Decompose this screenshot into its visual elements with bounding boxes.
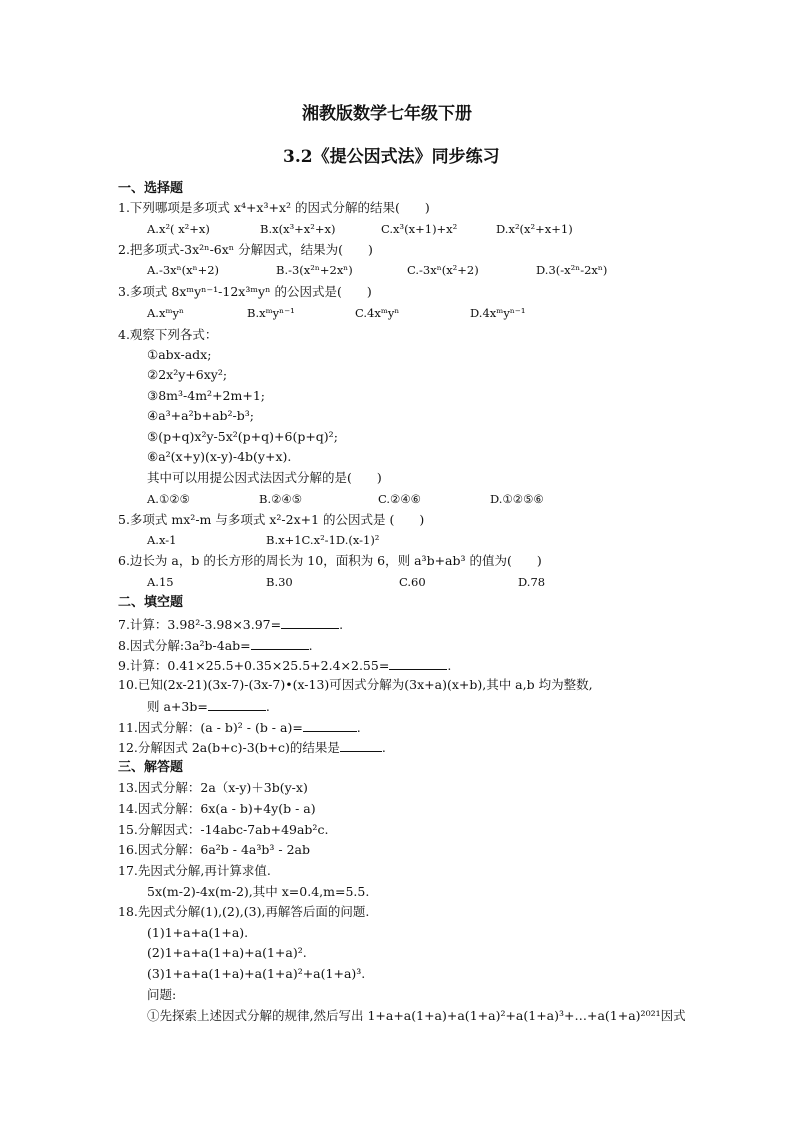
q1-option-a: A.x²( x²+x) xyxy=(147,222,210,236)
q5-option-bcd: B.x+1C.x²-1D.(x-1)² xyxy=(266,533,380,547)
question-4-stem: 4.观察下列各式： xyxy=(118,327,218,342)
q2-option-a: A.-3xⁿ(xⁿ+2) xyxy=(147,263,220,277)
question-1-stem: 1.下列哪项是多项式 x⁴+x³+x² 的因式分解的结果( ) xyxy=(118,200,430,215)
q1-option-c: C.x³(x+1)+x² xyxy=(381,222,458,236)
q3-option-c: C.4xᵐyⁿ xyxy=(355,306,400,320)
q6-option-a: A.15 xyxy=(147,575,174,589)
answer-blank xyxy=(208,699,266,711)
q4-item-5: ⑤(p+q)x²y-5x²(p+q)+6(p+q)²; xyxy=(147,429,338,444)
q3-option-d: D.4xᵐyⁿ⁻¹ xyxy=(470,306,526,320)
question-10-line-2 xyxy=(147,699,270,714)
question-10-text: 则 a+3b= xyxy=(147,699,208,714)
answer-blank xyxy=(303,720,357,732)
q4-item-3: ③8m³-4m²+2m+1; xyxy=(147,388,265,403)
q4-option-b: B.②④⑤ xyxy=(259,492,303,506)
period: . xyxy=(265,699,270,714)
question-12 xyxy=(118,740,386,755)
period: . xyxy=(339,617,344,632)
q2-option-d: D.3(-x²ⁿ-2xⁿ) xyxy=(536,263,608,277)
q1-option-d: D.x²(x²+x+1) xyxy=(496,222,573,236)
q6-option-c: C.60 xyxy=(399,575,426,589)
question-14: 14.因式分解：6x(a - b)+4y(b - a) xyxy=(118,801,316,816)
period: . xyxy=(308,638,313,653)
section-heading-choice: 一、选择题 xyxy=(118,181,184,196)
q1-option-b: B.x(x³+x²+x) xyxy=(260,222,336,236)
question-17-expression: 5x(m-2)-4x(m-2),其中 x=0.4,m=5.5. xyxy=(147,884,370,899)
q4-item-6: ⑥a²(x+y)(x-y)-4b(y+x). xyxy=(147,449,292,464)
question-10-line-1: 10.已知(2x-21)(3x-7)-(3x-7)•(x-13)可因式分解为(3x+a)(x+b),其中 a,b 均为整数, xyxy=(118,677,593,692)
answer-blank xyxy=(389,658,447,670)
question-18-problem-label: 问题: xyxy=(147,987,177,1002)
question-5-stem: 5.多项式 mx²-m 与多项式 x²-2x+1 的公因式是 ( ) xyxy=(118,512,425,527)
question-18-part-2: (2)1+a+a(1+a)+a(1+a)². xyxy=(147,945,307,960)
answer-blank xyxy=(340,740,382,752)
section-heading-solve: 三、解答题 xyxy=(118,760,184,775)
q4-option-c: C.②④⑥ xyxy=(378,492,421,506)
q3-option-b: B.xᵐyⁿ⁻¹ xyxy=(247,306,295,320)
q4-item-2: ②2x²y+6xy²; xyxy=(147,367,228,382)
question-17: 17.先因式分解,再计算求值. xyxy=(118,863,271,878)
answer-blank xyxy=(281,617,339,629)
q4-option-a: A.①②⑤ xyxy=(147,492,190,506)
question-11-text: 11.因式分解：(a - b)² - (b - a)= xyxy=(118,720,303,735)
question-6-stem: 6.边长为 a，b 的长方形的周长为 10，面积为 6，则 a³b+ab³ 的值为( ) xyxy=(118,553,542,568)
period: . xyxy=(356,720,361,735)
question-7 xyxy=(118,617,343,632)
question-3-stem: 3.多项式 8xᵐyⁿ⁻¹-12x³ᵐyⁿ 的公因式是( ) xyxy=(118,284,372,299)
q2-option-c: C.-3xⁿ(x²+2) xyxy=(407,263,479,277)
question-9 xyxy=(118,658,451,673)
period: . xyxy=(447,658,452,673)
question-18-part-1: (1)1+a+a(1+a). xyxy=(147,925,249,940)
question-16: 16.因式分解：6a²b - 4a³b³ - 2ab xyxy=(118,842,310,857)
q4-question: 其中可以用提公因式法因式分解的是( ) xyxy=(147,470,382,485)
question-18-problem-1: ①先探索上述因式分解的规律,然后写出 1+a+a(1+a)+a(1+a)²+a(1+a)³+…+a(1+a)²⁰²¹因式 xyxy=(147,1008,686,1023)
q3-option-a: A.xᵐyⁿ xyxy=(147,306,184,320)
q4-option-d: D.①②⑤⑥ xyxy=(490,492,544,506)
period: . xyxy=(381,740,386,755)
q6-option-b: B.30 xyxy=(266,575,293,589)
q2-option-b: B.-3(x²ⁿ+2xⁿ) xyxy=(276,263,353,277)
question-18-part-3: (3)1+a+a(1+a)+a(1+a)²+a(1+a)³. xyxy=(147,966,366,981)
answer-blank xyxy=(251,638,309,650)
section-heading-fill: 二、填空题 xyxy=(118,595,184,610)
q4-item-1: ①abx-adx; xyxy=(147,347,212,362)
question-2-stem: 2.把多项式-3x²ⁿ-6xⁿ 分解因式，结果为( ) xyxy=(118,242,373,257)
document-subtitle: 3.2《提公因式法》同步练习 xyxy=(283,147,500,167)
question-8 xyxy=(118,638,313,653)
q4-item-4: ④a³+a²b+ab²-b³; xyxy=(147,408,254,423)
question-13: 13.因式分解：2a（x-y)＋3b(y-x) xyxy=(118,780,308,795)
question-12-text: 12.分解因式 2a(b+c)-3(b+c)的结果是 xyxy=(118,740,340,755)
question-15: 15.分解因式：-14abc-7ab+49ab²c. xyxy=(118,822,329,837)
document-title: 湘教版数学七年级下册 xyxy=(302,104,472,124)
question-11 xyxy=(118,720,361,735)
question-7-text: 7.计算：3.98²-3.98×3.97= xyxy=(118,617,282,632)
question-8-text: 8.因式分解:3a²b-4ab= xyxy=(118,638,251,653)
question-18: 18.先因式分解(1),(2),(3),再解答后面的问题. xyxy=(118,904,370,919)
question-9-text: 9.计算：0.41×25.5+0.35×25.5+2.4×2.55= xyxy=(118,658,390,673)
q6-option-d: D.78 xyxy=(518,575,546,589)
q5-option-a: A.x-1 xyxy=(147,533,177,547)
